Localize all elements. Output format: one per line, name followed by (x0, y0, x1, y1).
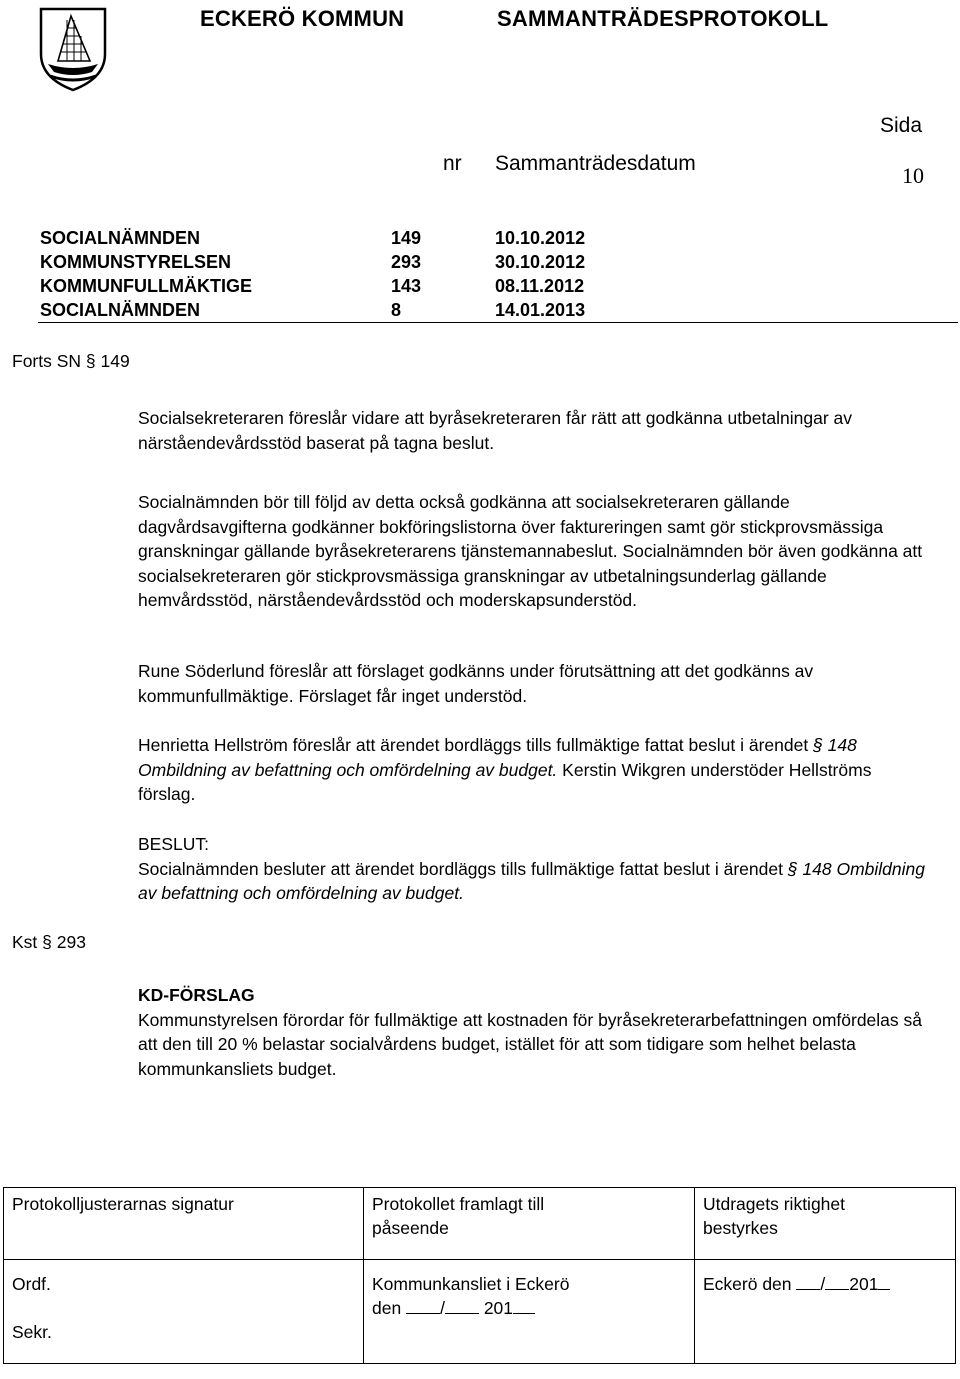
forts-label: Forts SN § 149 (12, 351, 130, 371)
office-label: Kommunkansliet i Eckerö (372, 1274, 570, 1294)
day-blank (406, 1297, 440, 1314)
page-number: 10 (902, 163, 924, 188)
decision (138, 832, 928, 906)
signature-header-cell (4, 1188, 364, 1260)
document-type: SAMMANTRÄDESPROTOKOLL (497, 6, 829, 31)
kd-proposal-text: Kommunstyrelsen förordar för fullmäktige att kostnaden för byråsekreterarbefattningen omfördelas så att den till 20 % belastar socialvårdens budget, istället för att som tidigare som helhet belasta kommunkansliets budget. (138, 1009, 922, 1079)
paragraph-2 (138, 490, 928, 613)
year-prefix: 201 (483, 1298, 514, 1318)
municipal-coat-of-arms-logo (38, 6, 108, 92)
paragraph-3 (138, 659, 928, 708)
paragraph-text: Kerstin Wikgren understöder Hellströms förslag. (138, 759, 872, 804)
den-label: den (372, 1298, 402, 1318)
year-blank (878, 1273, 890, 1290)
posting-header-cell (364, 1188, 695, 1260)
paragraph-1 (138, 406, 928, 455)
meeting-body: KOMMUNFULLMÄKTIGE (40, 276, 252, 296)
page-label: Sida (880, 114, 923, 137)
org-name: ECKERÖ KOMMUN (200, 6, 405, 31)
secretary-label: Sekr. (12, 1322, 52, 1342)
meeting-nr: 143 (391, 276, 422, 296)
chairman-label: Ordf. (12, 1274, 51, 1294)
date-label: Sammanträdesdatum (495, 152, 696, 175)
month-blank (825, 1273, 849, 1290)
meeting-date: 10.10.2012 (495, 228, 586, 248)
certification-header: bestyrkes (703, 1218, 778, 1238)
signature-table (3, 1187, 956, 1364)
kst-label: Kst § 293 (12, 932, 86, 952)
paragraph-4 (138, 733, 928, 807)
decision-label: BESLUT: (138, 834, 209, 854)
meeting-date: 14.01.2013 (495, 300, 586, 320)
meeting-nr: 293 (391, 252, 422, 272)
meeting-dates (495, 226, 585, 322)
certification-cell (695, 1260, 956, 1364)
paragraph-text: Rune Söderlund föreslår att förslaget godkänns under förutsättning att det godkänns av kommunfullmäktige. Förslaget får inget understöd. (138, 661, 814, 706)
posting-cell (364, 1260, 695, 1364)
kd-proposal-label: KD-FÖRSLAG (138, 985, 255, 1005)
paragraph-text: Henrietta Hellström föreslår att ärendet bordläggs tills fullmäktige fattat beslut i ärendet (138, 735, 814, 755)
meeting-nr: 8 (391, 300, 402, 320)
posting-header: påseende (372, 1218, 449, 1238)
certification-header-cell (695, 1188, 956, 1260)
meeting-date: 30.10.2012 (495, 252, 586, 272)
year-blank (513, 1297, 535, 1314)
meeting-date: 08.11.2012 (495, 276, 585, 296)
month-blank (445, 1297, 479, 1314)
posting-date-line: den / 201 (372, 1296, 686, 1320)
posting-header: Protokollet framlagt till (372, 1194, 545, 1214)
meeting-nr: 149 (391, 228, 422, 248)
meeting-body: KOMMUNSTYRELSEN (40, 252, 232, 272)
certification-date-line: Eckerö den / 201 (703, 1272, 947, 1296)
meeting-body: SOCIALNÄMNDEN (40, 300, 200, 320)
paragraph-text: Socialnämnden bör till följd av detta också godkänna att socialsekreteraren gällande dagvårdsavgifterna godkänner bokföringslistorna över faktureringen samt gör stickprovsmässiga granskningar gällande byråsekreterarens tjänstemannabeslut. Socialnämnden bör även godkänna att socialsekreteraren gör stickprovsmässiga granskningar av utbetalningsunderlag gällande hemvårdsstöd, närståendevårdsstöd och moderskapsunderstöd. (138, 492, 923, 610)
year-prefix: 201 (849, 1274, 879, 1294)
signature-cell (4, 1260, 364, 1364)
decision-text: Socialnämnden besluter att ärendet bordläggs tills fullmäktige fattat beslut i ärendet (138, 858, 788, 879)
certification-header: Utdragets riktighet (703, 1194, 846, 1214)
section-reference: § 148 Ombildning av befattning och omfördelning av budget. (138, 735, 857, 780)
header-divider (38, 322, 958, 323)
kd-proposal (138, 983, 928, 1081)
nr-label: nr (443, 152, 462, 175)
paragraph-text: Socialsekreteraren föreslår vidare att byråsekreteraren får rätt att godkänna utbetalningar av närståendevårdsstöd baserat på tagna beslut. (138, 408, 852, 453)
day-blank (796, 1273, 820, 1290)
section-reference: § 148 Ombildning av befattning och omfördelning av budget. (138, 858, 925, 903)
eckero-den-label: Eckerö den (703, 1274, 792, 1294)
meeting-numbers (391, 226, 421, 322)
meeting-body: SOCIALNÄMNDEN (40, 228, 200, 248)
meetings-list (40, 226, 252, 322)
signature-header: Protokolljusterarnas signatur (12, 1194, 234, 1214)
